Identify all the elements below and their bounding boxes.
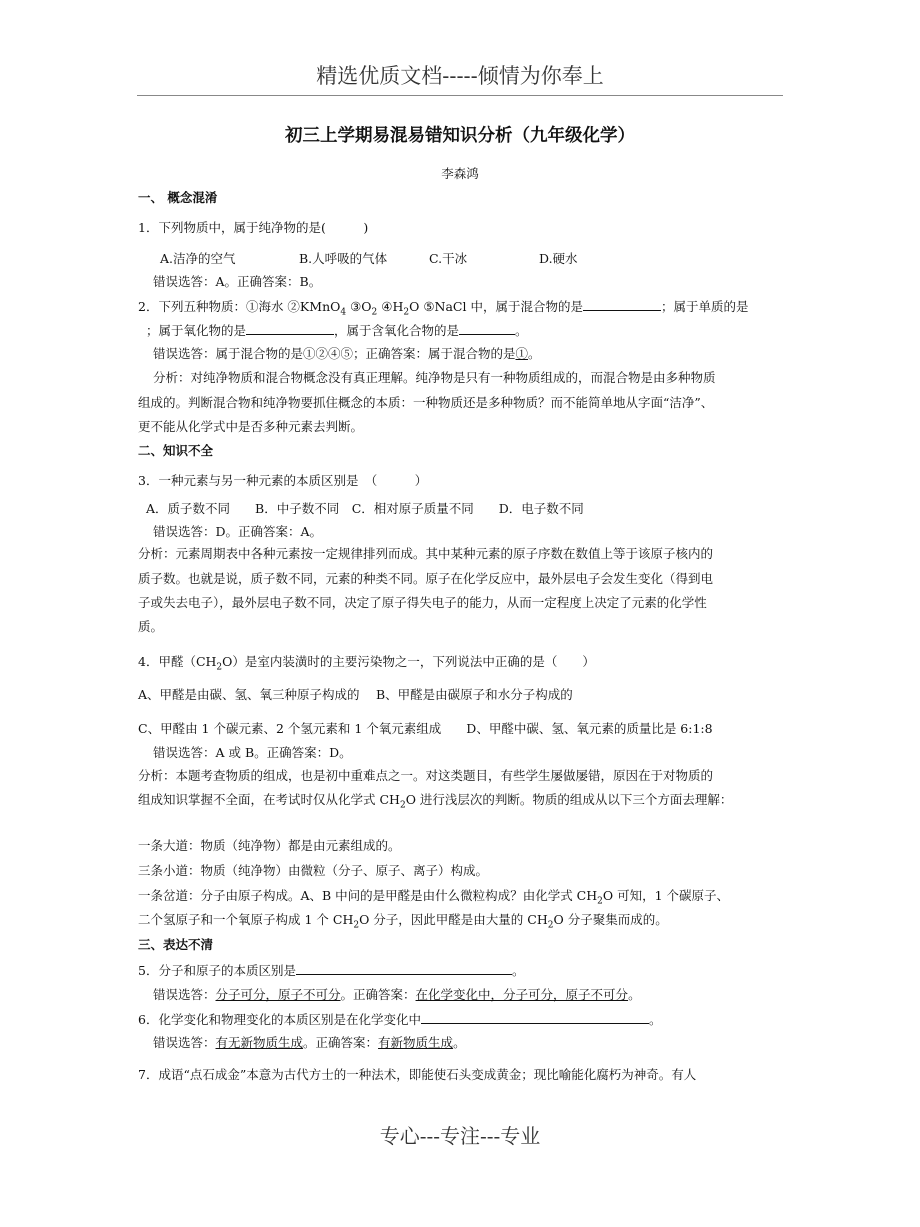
q6-stem: 6．化学变化和物理变化的本质区别是在化学变化中 。 <box>138 1012 662 1027</box>
q2-blank-mixture[interactable] <box>583 298 661 311</box>
section-heading-1: 一、 概念混淆 <box>138 190 218 205</box>
q1-option-c: C.干冰 <box>429 251 468 266</box>
q3-analysis-1: 分析：元素周期表中各种元素按一定规律排列而成。其中某种元素的原子序数在数值上等于该原子核内的 <box>138 546 714 561</box>
q7-stem: 7．成语“点石成金”本意为古代方士的一种法术，即能使石头变成黄金；现比喻能化腐朽为神奇。有人 <box>138 1067 697 1082</box>
q3-options: A．质子数不同 B．中子数不同 C．相对原子质量不同 D．电子数不同 <box>146 501 584 516</box>
q2-stem-line2: ；属于氧化物的是 ，属于含氧化合物的是 。 <box>146 323 528 338</box>
q4-analysis-2: 组成知识掌握不全面，在考试时仅从化学式 $CH_2O$ 进行浅层次的判断。物质的组成从以下三个方面去理解： <box>138 792 733 811</box>
section-heading-3: 三、表达不清 <box>138 937 214 952</box>
q2-analysis-2: 组成的。判断混合物和纯净物要抓住概念的本质：一种物质还是多种物质？而不能简单地从字面“洁净”、 <box>138 395 714 410</box>
q2-analysis-1: 分析：对纯净物质和混合物概念没有真正理解。纯净物是只有一种物质组成的，而混合物是由多种物质 <box>153 370 716 385</box>
page-footer: 专心---专注---专业 <box>379 1124 541 1148</box>
section-heading-2: 二、知识不全 <box>138 443 214 458</box>
q1-answer: 错误选答：A。正确答案：B。 <box>153 274 322 289</box>
q2-blank-oxide[interactable] <box>246 322 334 335</box>
author: 李森鸿 <box>441 166 479 181</box>
q4-answer: 错误选答：A 或 B。正确答案：D。 <box>153 745 352 760</box>
q4-options-cd: C、甲醛由 1 个碳元素、2 个氢元素和 1 个氧元素组成 D、甲醛中碳、氢、氧元素的质量比是 6:1:8 <box>138 721 713 736</box>
q1-option-b: B.人呼吸的气体 <box>299 251 388 266</box>
q2-blank-oxygen-compound[interactable] <box>459 322 515 335</box>
q1-stem: 1．下列物质中，属于纯净物的是( ) <box>138 220 369 235</box>
q4-road-1: 一条大道：物质（纯净物）都是由元素组成的。 <box>138 838 401 853</box>
q4-analysis-1: 分析：本题考查物质的组成，也是初中重难点之一。对这类题目，有些学生屡做屡错，原因在于对物质的 <box>138 768 714 783</box>
q5-stem: 5．分子和原子的本质区别是 。 <box>138 963 525 978</box>
q5-answer: 错误选答：分子可分，原子不可分。正确答案：在化学变化中，分子可分，原子不可分。 <box>153 987 641 1002</box>
q6-answer: 错误选答：有无新物质生成。正确答案：有新物质生成。 <box>153 1035 466 1050</box>
q2-stem: 2．下列五种物质：①海水 ②KMnO$_4$ $③O_2$ $④H_2O$ ⑤NaCl 中，属于混合物的是 ；属于单质的是 <box>138 299 749 318</box>
q4-options-ab: A、甲醛是由碳、氢、氧三种原子构成的 B、甲醛是由碳原子和水分子构成的 <box>138 687 573 702</box>
q4-road-2: 三条小道：物质（纯净物）由微粒（分子、原子、离子）构成。 <box>138 863 489 878</box>
q4-road-3: 一条岔道：分子由原子构成。A、B 中问的是甲醛是由什么微粒构成？由化学式 $CH_2O$ 可知，1 个碳原子、 <box>138 888 730 907</box>
q4-road-4: 二个氢原子和一个氧原子构成 1 个 $CH_2O$ 分子，因此甲醛是由大量的 $CH_2O$ 分子聚集而成的。 <box>138 912 668 931</box>
q3-analysis-3: 子或失去电子），最外层电子数不同，决定了原子得失电子的能力，从而一定程度上决定了元素的化学性 <box>138 595 707 610</box>
q6-blank[interactable] <box>421 1011 649 1024</box>
q3-stem: 3．一种元素与另一种元素的本质区别是 （ ） <box>138 473 428 488</box>
page-header: 精选优质文档-----倾情为你奉上 <box>316 64 604 88</box>
q1-option-d: D.硬水 <box>539 251 578 266</box>
q1-options <box>160 251 578 267</box>
q1-option-a: A.洁净的空气 <box>160 251 236 266</box>
q3-analysis-2: 质子数。也就是说，质子数不同，元素的种类不同。原子在化学反应中，最外层电子会发生变化（得到电 <box>138 571 714 586</box>
q3-answer: 错误选答：D。正确答案：A。 <box>153 524 323 539</box>
q3-analysis-4: 质。 <box>138 619 164 634</box>
q5-blank[interactable] <box>296 962 512 975</box>
q4-stem: 4．甲醛$(CH_2O)$是室内装潢时的主要污染物之一，下列说法中正确的是（ ） <box>138 654 595 673</box>
q2-answer: 错误选答：属于混合物的是①②④⑤；正确答案：属于混合物的是①。 <box>153 346 541 361</box>
header-divider <box>137 95 783 96</box>
document-title: 初三上学期易混易错知识分析（九年级化学） <box>285 126 635 146</box>
q2-analysis-3: 更不能从化学式中是否多种元素去判断。 <box>138 419 364 434</box>
